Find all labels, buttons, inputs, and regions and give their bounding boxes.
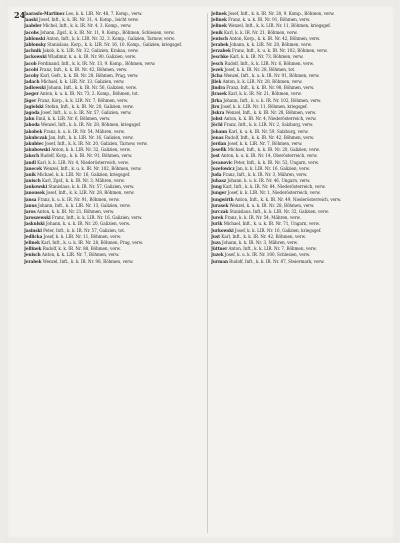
list-entry	[24, 184, 208, 189]
list-entry	[24, 203, 208, 208]
list-entry	[211, 42, 395, 47]
entry-name: Jankowski	[24, 184, 48, 190]
entry-text: Karl, Gefr., k. k. IR. Nr. 28, Böhmen, Prag, verw.	[40, 72, 139, 78]
entry-name: Johann	[211, 128, 228, 134]
entry-name: Janik	[24, 171, 36, 177]
list-entry	[24, 135, 208, 140]
left-column	[24, 11, 208, 265]
entry-text: Johann, k. k. IR. Nr. 3, Mähren, verw.	[222, 239, 298, 245]
entry-text: Franz, k. u. k. IR. Nr. 91, Böhmen, verw.	[228, 17, 311, 23]
entry-name: Jiskra	[211, 110, 225, 115]
entry-name: Janousek	[24, 190, 45, 196]
list-entry	[211, 178, 395, 183]
entry-name: Jagielski	[24, 103, 44, 109]
list-entry	[211, 184, 395, 189]
entry-text: Karl, Zgsf., k. k. IR. Nr. 3, Mähren, verw.	[41, 178, 125, 184]
entry-name: Jungwirth	[211, 196, 234, 202]
list-entry	[24, 122, 208, 127]
list-entry	[24, 61, 208, 66]
entry-text: Karl, Inft., k. k. IR. Nr. 84, Niederösterreich, verw.	[222, 184, 326, 190]
entry-name: Jakubiec	[24, 140, 44, 146]
entry-text: Karl, k. k. IR. Nr. 73, Böhmen, verw.	[229, 54, 304, 60]
list-entry	[24, 129, 208, 134]
entry-text: Wenzel, Inft., k. k. IR. Nr. 28, Böhmen, verw.	[225, 110, 317, 115]
entry-text: Franz, k. k. IR. Nr. 54, Mähren, verw.	[224, 215, 301, 221]
entry-text: Josef, Inft., k. k. IR. Nr. 31, 4. Komp., leicht verw.	[39, 17, 139, 23]
list-entry	[211, 252, 395, 257]
entry-text: Wenzel, Inft., k. k. IR. Nr. 98, Böhmen, verw.	[42, 258, 134, 264]
entry-name: Jozefowicz	[211, 165, 235, 171]
entry-text: Stanislaus, Korp., k. k. LIR. Nr. 16, 10. Komp., Galizien, kriegsgef.	[47, 41, 182, 47]
entry-name: Jerzabek	[211, 48, 231, 54]
entry-text: Jan, k. k. LIR. Nr. 16, Galizien, verw.	[235, 165, 310, 171]
entry-name: Junger	[211, 190, 227, 196]
list-entry	[211, 30, 395, 35]
list-entry	[211, 91, 395, 96]
list-entry	[211, 79, 395, 84]
entry-name: Jaros	[24, 209, 36, 214]
list-entry	[24, 42, 208, 47]
entry-name: Jentsch	[211, 35, 228, 41]
entry-name: Jerabek	[211, 41, 229, 47]
entry-name: Jakobek	[24, 128, 43, 134]
entry-name: Jadlowski	[24, 85, 46, 91]
entry-name: Janecek	[24, 165, 42, 171]
entry-text: Franz, Korp., k. k. LIR. Nr. 7, Böhmen, verw.	[37, 97, 128, 103]
entry-name: Jellinek	[24, 246, 42, 252]
list-entry	[211, 104, 395, 109]
list-entry	[211, 215, 395, 220]
entry-text: Josef, k. u. k. IR. Nr. 100, Schlesien, verw.	[224, 252, 310, 258]
entry-text: Franz, Inft., k. k. LIR. Nr. 2, Salzburg, verw.	[223, 122, 314, 128]
entry-name: Jordan	[211, 140, 227, 146]
entry-name: Juhasz	[211, 178, 227, 184]
list-entry	[211, 147, 395, 152]
list-entry	[211, 221, 395, 226]
entry-name: Jansa	[24, 196, 37, 202]
entry-text: Wenzel, Inft., k. u. k. IR. Nr. 91, Böhmen, verw.	[223, 72, 320, 78]
entry-text: Anton, k. u. k. IR. Nr. 14, Oberösterreich, verw.	[220, 153, 318, 159]
list-entry	[24, 73, 208, 78]
entry-text: Leo, k. k. LIR. Nr. 48, 7. Komp., verw.	[65, 11, 143, 16]
entry-text: Stanislaus, k. k. IR. Nr. 57, Galizien, verw.	[48, 184, 135, 190]
entry-text: Rudolf, Inft., k. k. IR. Nr. 42, Böhmen, verw.	[224, 134, 314, 140]
list-entry	[24, 98, 208, 103]
entry-text: Karl, Inft., k. u. k. IR. Nr. 28, Böhmen, Prag, verw.	[41, 239, 143, 245]
entry-name: Jelinek	[211, 11, 227, 16]
entry-name: Just	[211, 233, 220, 239]
entry-name: Jobst	[211, 116, 223, 122]
entry-text: Franz, Inft., k. u. k. IR. Nr. 102, Böhmen, verw.	[232, 48, 328, 54]
list-entry	[211, 122, 395, 127]
list-entry	[24, 228, 208, 233]
list-entry	[24, 36, 208, 41]
entry-name: Jüttner	[211, 246, 228, 252]
list-entry	[24, 54, 208, 59]
entry-name: Jelinek	[211, 17, 227, 23]
entry-name: Jost	[211, 153, 220, 159]
entry-name: Jablonski	[24, 35, 46, 41]
entry-name: Jerabek	[24, 258, 42, 264]
entry-text: Rudolf, Inft., k. k. IR. Nr. 87, Steiermark, verw.	[229, 258, 325, 264]
entry-text: Jakob, k. k. LIR. Nr. 32, Galizien, Krakau, verw.	[42, 48, 139, 54]
entry-text: Josef, k. k. LIR. Nr. 11, Böhmen, kriegsgef.	[220, 103, 308, 109]
entry-text: Karl, k. k. IR. Nr. 21, Böhmen, verw.	[228, 91, 302, 97]
list-entry	[211, 160, 395, 165]
entry-name: Jurasek	[211, 202, 229, 208]
entry-name: Jacob	[24, 60, 37, 66]
list-entry	[24, 197, 208, 202]
entry-text: Josef, k. k. LIR. Nr. 11, Böhmen, verw.	[43, 233, 121, 239]
entry-text: Josef, k. k. LIR. Nr. 1, Niederösterreich, verw.	[227, 190, 321, 196]
entry-text: Johann, Inft., k. k. IR. Nr. 56, Galizien, verw.	[46, 85, 137, 91]
entry-text: Johann, Inft., k. u. k. IR. Nr. 102, Böhmen, verw.	[223, 97, 322, 103]
list-entry	[211, 246, 395, 251]
list-entry	[211, 11, 395, 16]
entry-text: Peter, Inft., k. k. IR. Nr. 52, Ungarn, verw.	[233, 159, 319, 165]
entry-name: Jovanovic	[211, 159, 233, 165]
entry-name: Juza	[211, 239, 221, 245]
list-entry	[24, 110, 208, 115]
entry-name: Janisch	[24, 178, 41, 184]
entry-name: Jacobs	[24, 29, 39, 35]
list-entry	[211, 73, 395, 78]
entry-name: Jeschke	[211, 54, 229, 60]
list-entry	[211, 203, 395, 208]
entry-name: Jirka	[211, 97, 222, 103]
entry-text: Josef, Inft., k. k. IR. Nr. 28, 9. Komp., Böhmen, verw.	[228, 11, 335, 16]
entry-text: Franz, k. u. k. IR. Nr. 91, Böhmen, verw.	[37, 196, 120, 202]
list-entry	[24, 85, 208, 90]
list-entry	[24, 147, 208, 152]
entry-name: Jahoda	[24, 122, 40, 128]
entry-name: Jadach	[24, 79, 40, 85]
list-entry	[211, 110, 395, 115]
list-entry	[211, 141, 395, 146]
entry-name: Jirasek	[211, 91, 227, 97]
entry-name: Jäger	[24, 97, 37, 103]
entry-name: Jezek	[211, 66, 224, 72]
entry-text: Rudolf, Inft., k. k. LIR. Nr. 6, Böhmen, verw.	[224, 60, 314, 66]
list-entry	[24, 234, 208, 239]
list-entry	[24, 240, 208, 245]
entry-name: Jurman	[211, 258, 228, 264]
entry-name: Jaskulski	[24, 221, 45, 227]
entry-name: Josefik	[211, 147, 227, 153]
list-entry	[211, 197, 395, 202]
list-entry	[24, 209, 208, 214]
entry-name: Jesch	[211, 60, 224, 66]
entry-name: Jurczak	[211, 209, 229, 214]
entry-name: Jaroszewski	[24, 215, 51, 221]
list-entry	[24, 178, 208, 183]
entry-name: Jurek	[211, 215, 224, 221]
entry-text: Ferdinand, Inft., k. k. IR. Nr. 13, 9. Komp., Böhmen, verw.	[37, 60, 156, 66]
list-entry	[24, 48, 208, 53]
entry-name: Jandl	[24, 159, 36, 165]
entry-text: Karl, k. u. k. IR. Nr. 59, Salzburg, verw.	[228, 128, 309, 134]
entry-text: Josef, k. k. LIR. Nr. 16, Galizien, kriegsgef.	[234, 227, 322, 233]
list-entry	[211, 259, 395, 264]
entry-text: Josef, Inft., k. u. k. IR. Nr. 57, Galizien, verw.	[40, 110, 132, 115]
entry-name: Jacoby	[24, 72, 39, 78]
entry-text: Josef, Inft., k. k. IR. Nr. 20, Galizien, Tarnow, verw.	[44, 140, 148, 146]
entry-name: Jahn	[24, 116, 35, 122]
entry-name: Jenisch	[24, 252, 41, 258]
entry-text: Stefan, Inft., k. k. IR. Nr. 20, Galizien, verw.	[44, 103, 134, 109]
entry-text: Jan, Inft., k. k. LIR. Nr. 16, Galizien, verw.	[48, 134, 134, 140]
list-entry	[24, 67, 208, 72]
entry-text: Anton, k. k. IR. Nr. 4, Niederösterreich, verw.	[223, 116, 317, 122]
entry-text: Emil, k. k. LIR. Nr. 6, Böhmen, verw.	[35, 116, 111, 122]
entry-name: Jung	[211, 184, 222, 190]
entry-text: Wladimir, k. u. k. IR. Nr. 90, Galizien, verw.	[47, 54, 136, 60]
entry-text: Franz, Inft., k. k. IR. Nr. 3, Mähren, verw.	[222, 171, 308, 177]
list-entry	[24, 215, 208, 220]
list-entry	[211, 234, 395, 239]
entry-text: Michael, k. k. LIR. Nr. 16, Galizien, kriegsgef.	[37, 171, 131, 177]
entry-text: Anton, Inft., k. k. LIR. Nr. 7, Böhmen, verw.	[228, 246, 317, 252]
entry-text: Michael, Inft., k. k. IR. Nr. 20, Galizien, verw.	[227, 147, 320, 153]
entry-text: Anton, Korp., k. k. IR. Nr. 42, Böhmen, verw.	[229, 35, 321, 41]
list-entry	[24, 91, 208, 96]
list-entry	[24, 221, 208, 226]
entry-name: Jurik	[211, 221, 223, 227]
list-entry	[211, 61, 395, 66]
entry-text: Johann, Zgsf., k. k. IR. Nr. 11, 9. Komp., Böhmen, Schlesien, verw.	[40, 29, 175, 35]
list-entry	[211, 153, 395, 158]
entry-name: Jaaski	[24, 17, 38, 23]
list-entry	[24, 190, 208, 195]
list-entry	[211, 23, 395, 28]
entry-text: Anton, k. k. IR. Nr. 21, Böhmen, verw.	[36, 209, 115, 214]
entry-name: Jaeger	[24, 91, 39, 97]
entry-name: Jöchl	[211, 122, 223, 128]
page-number: 24	[14, 10, 26, 20]
entry-text: Stanislaus, Inft., k. k. LIR. Nr. 32, Galizien, verw.	[229, 209, 329, 214]
list-entry	[24, 11, 208, 16]
entry-text: Anton, Inft., k. k. IR. Nr. 49, Niederösterreich, verw.	[234, 196, 342, 202]
list-entry	[24, 259, 208, 264]
list-entry	[211, 135, 395, 140]
entry-text: Josef, k. k. LIR. Nr. 7, Böhmen, verw.	[227, 140, 303, 146]
entry-text: Michel, Inft., k. k. IR. Nr. 4, 3. Komp., verw.	[42, 23, 132, 29]
entry-text: Josef, k. k. IR. Nr. 28, Böhmen, tot.	[224, 66, 296, 72]
entry-name: Jiru	[211, 103, 220, 109]
entry-name: Jaabder	[24, 23, 42, 29]
list-entry	[211, 98, 395, 103]
entry-name: Jelinek	[24, 239, 40, 245]
entry-name: Jakubczak	[24, 134, 48, 140]
entry-name: Jacobi	[24, 66, 39, 72]
entry-text: Wenzel, Inft., k. k. IR. Nr. 28, Böhmen, kriegsgef.	[40, 122, 141, 128]
entry-name: Jaksch	[24, 153, 40, 159]
list-entry	[24, 172, 208, 177]
entry-name: Jedlicka	[24, 233, 43, 239]
entry-text: Michael, k. k. LIR. Nr. 13, Galizien, verw.	[40, 79, 125, 85]
entry-text: Rudolf, k. k. IR. Nr. 88, Böhmen, verw.	[42, 246, 121, 252]
entry-name: Jurkowski	[211, 227, 234, 233]
entry-name: Jonas	[211, 134, 224, 140]
entry-text: Johann, k. k. LIR. Nr. 28, Böhmen, verw.	[229, 41, 312, 47]
entry-name: Jindra	[211, 85, 225, 91]
entry-name: Jenik	[211, 29, 223, 35]
list-entry	[24, 30, 208, 35]
list-entry	[211, 209, 395, 214]
list-entry	[24, 160, 208, 165]
entry-text: Peter, Inft., k. k. IR. Nr. 57, Galizien, tot.	[43, 227, 126, 233]
entry-name: Janus	[24, 202, 37, 208]
entry-text: Anton, k. k. LIR. Nr. 7, Böhmen, verw.	[41, 252, 120, 258]
entry-text: Karl, k. k. IR. Nr. 21, Böhmen, verw.	[224, 29, 298, 35]
list-entry	[24, 246, 208, 251]
entry-text: Franz, k. u. k. IR. Nr. 54, Mähren, verw.	[43, 128, 125, 134]
entry-text: Franz, Inft., k. k. LIR. Nr. 16, Galizien, verw.	[51, 215, 143, 221]
entry-name: Jelinek	[211, 23, 227, 29]
list-entry	[211, 48, 395, 53]
list-entry	[211, 190, 395, 195]
entry-text: Johann, k. u. k. IR. Nr. 46, Ungarn, verw.	[227, 178, 311, 184]
entry-name: Jachnik	[24, 48, 42, 54]
entry-name: Juzek	[211, 252, 224, 258]
entry-text: Anton, Inft., k. k. LIR. Nr. 32, 3. Komp., Galizien, Tarnow, verw.	[46, 35, 175, 41]
list-entry	[211, 240, 395, 245]
list-entry	[211, 54, 395, 59]
list-entry	[211, 36, 395, 41]
entry-text: Wenzel, Inft., k. u. k. IR. Nr. 102, Böhmen, verw.	[43, 165, 142, 171]
entry-text: Rudolf, Korp., k. k. IR. Nr. 91, Böhmen, verw.	[40, 153, 133, 159]
entry-name: Jackowski	[24, 54, 47, 60]
entry-name: Jakubowski	[24, 147, 50, 153]
entry-text: Franz, Inft., k. k. IR. Nr. 98, Böhmen, verw.	[226, 85, 315, 91]
list-entry	[211, 116, 395, 121]
list-entry	[24, 252, 208, 257]
list-entry	[211, 67, 395, 72]
entry-text: Franz, Inft., k. k. IR. Nr. 42, Böhmen, verw.	[39, 66, 128, 72]
entry-text: Johann, k. u. k. IR. Nr. 20, Galizien, verw.	[45, 221, 130, 227]
list-entry	[24, 153, 208, 158]
right-column	[211, 11, 395, 265]
entry-text: Anton, k. k. LIR. Nr. 28, Böhmen, verw.	[222, 79, 303, 85]
entry-text: Wenzel, Inft., k. k. LIR. Nr. 11, Böhmen, kriegsgef.	[228, 23, 331, 29]
entry-name: Jasinski	[24, 227, 42, 233]
entry-name: Jilek	[211, 79, 222, 85]
entry-text: Anton, k. k. LIR. Nr. 32, Galizien, verw.	[51, 147, 131, 153]
entry-text: Anton, k. u. k. IR. Nr. 73, 2. Komp., Böhmen, tot.	[39, 91, 139, 97]
entry-name: Juda	[211, 171, 222, 177]
list-entry	[24, 79, 208, 84]
entry-text: Karl, Inft., k. k. IR. Nr. 42, Böhmen, verw.	[221, 233, 306, 239]
entry-name: Jicha	[211, 72, 223, 78]
entry-name: Jagoda	[24, 110, 40, 115]
list-entry	[211, 129, 395, 134]
entry-text: Karl, k. k. LIR. Nr. 4, Niederösterreich, verw.	[37, 159, 129, 165]
list-entry	[211, 17, 395, 22]
entry-text: Johann, Inft., k. k. LIR. Nr. 13, Galizien, verw.	[37, 202, 131, 208]
document-page	[6, 4, 396, 540]
list-entry	[24, 104, 208, 109]
entry-name: Jablonsky	[24, 41, 46, 47]
entry-text: Michael, Inft., k. u. k. IR. Nr. 71, Ungarn, verw.	[223, 221, 320, 227]
list-entry	[211, 85, 395, 90]
list-entry	[24, 17, 208, 22]
list-entry	[24, 141, 208, 146]
entry-text: Wenzel, k. u. k. IR. Nr. 28, Böhmen, verw.	[229, 202, 315, 208]
list-entry	[24, 23, 208, 28]
list-entry	[211, 166, 395, 171]
list-entry	[211, 228, 395, 233]
entry-name: Jaaraslo-Martinez	[24, 11, 65, 16]
entry-text: Josef, Inft., k. k. LIR. Nr. 28, Böhmen, verw.	[46, 190, 135, 196]
list-entry	[211, 172, 395, 177]
list-entry	[24, 166, 208, 171]
list-entry	[24, 116, 208, 121]
